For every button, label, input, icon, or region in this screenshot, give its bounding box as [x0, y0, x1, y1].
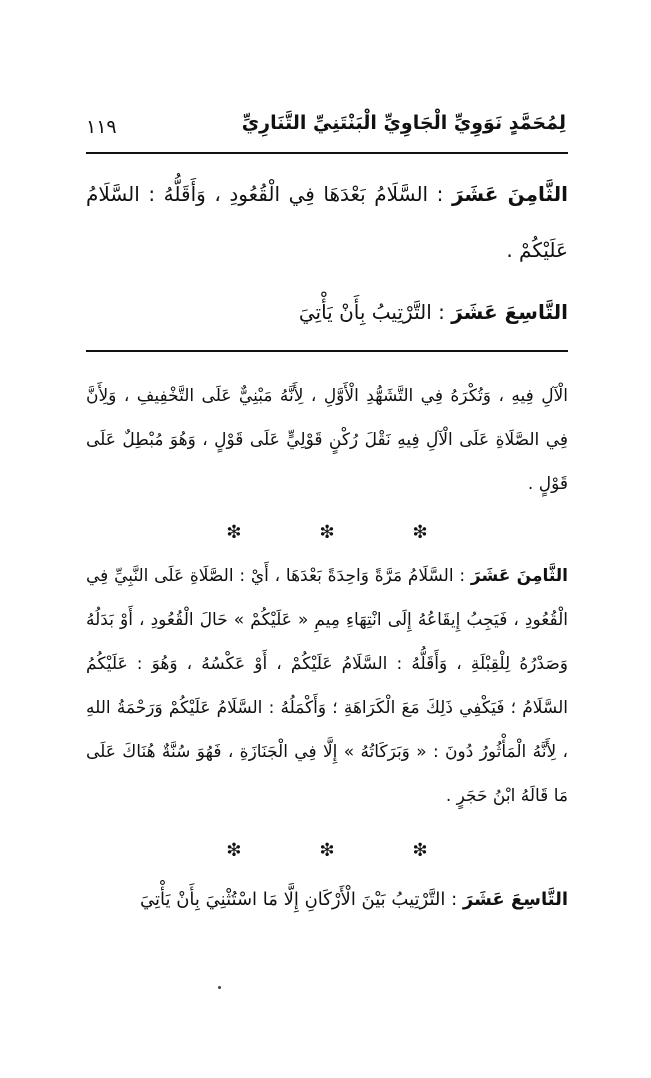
matn-section: [86, 166, 568, 340]
commentary-paragraph-2: [86, 554, 568, 818]
matn-text-18: : السَّلَامُ بَعْدَهَا فِي الْقُعُودِ ، وَأَقَلُّهُ : السَّلَامُ عَلَيْكُمْ .: [86, 182, 568, 262]
commentary-text-2: [86, 554, 568, 818]
commentary-text-3: [86, 880, 568, 920]
matn-paragraph-18: [86, 166, 568, 278]
matn-commentary-divider: [86, 350, 568, 352]
running-title: لِمُحَمَّدٍ نَوَوِيِّ الْجَاوِيِّ الْبَنْتَنِيِّ التَّنَارِيِّ: [241, 112, 566, 134]
commentary-paragraph-1: [86, 374, 568, 506]
commentary-label-19: التَّاسِعَ عَشَرَ: [462, 889, 568, 910]
commentary-text-1: الْآلِ فِيهِ ، وَتُكْرَهُ فِي التَّشَهُّدِ الْأَوَّلِ ، لِأَنَّهُ مَبْنِيٌّ عَلَى التَّخْفِيفِ ، وَلِأَنَّ فِي الصَّلَاةِ عَلَى الْآلِ فِيهِ نَقْلَ رُكْنٍ قَوْلِيٍّ عَلَى قَوْلٍ ، وَهُوَ مُبْطِلٌ عَلَى قَوْلٍ .: [86, 386, 568, 494]
commentary-body-19: : التَّرْتِيبُ بَيْنَ الْأَرْكَانِ إِلَّا مَا اسْتُثْنِيَ بِأَنْ يَأْتِيَ: [139, 889, 458, 910]
page-header: [86, 112, 566, 148]
matn-text-19: : التَّرْتِيبُ بِأَنْ يَأْتِيَ: [298, 300, 445, 324]
star-icon: ❇: [412, 522, 428, 543]
commentary-body-18: : السَّلَامُ مَرَّةً وَاحِدَةً بَعْدَهَا ، أَيْ : الصَّلَاةِ عَلَى النَّبِيِّ فِي الْقُعُودِ ، فَيَجِبُ إِيقَاعُهُ إِلَى انْتِهَاءِ مِيمِ « عَلَيْكُمْ » حَالَ الْقُعُودِ ، أَوْ بَدَلُهُ وَصَدْرُهُ لِلْقِبْلَةِ ، وَأَقَلُّهُ : السَّلَامُ عَلَيْكُمْ ، أَوْ عَكْسُهُ ، وَهُوَ : عَلَيْكُمُ السَّلَامُ ؛ فَيَكْفِي ذَلِكَ مَعَ الْكَرَاهَةِ ؛ وَأَكْمَلُهُ : السَّلَامُ عَلَيْكُمْ وَرَحْمَةُ اللهِ ، لِأَنَّهُ الْمَأْثُورُ دُونَ : « وَبَرَكَاتُهُ » إِلَّا فِي الْجَنَازَةِ ، فَهُوَ سُنَّةٌ هُنَاكَ عَلَى مَا قَالَهُ ابْنُ حَجَرٍ .: [86, 566, 568, 806]
star-icon: ❇: [319, 840, 335, 861]
matn-label-19: التَّاسِعَ عَشَرَ: [451, 300, 568, 324]
star-separator: [86, 522, 568, 546]
star-icon: ❇: [319, 522, 335, 543]
page-number: ١١٩: [86, 116, 117, 138]
star-icon: ❇: [226, 840, 242, 861]
star-icon: ❇: [412, 840, 428, 861]
star-icon: ❇: [226, 522, 242, 543]
commentary-label-18: الثَّامِنَ عَشَرَ: [470, 566, 569, 586]
commentary-paragraph-3: [86, 880, 568, 920]
matn-label-18: الثَّامِنَ عَشَرَ: [451, 182, 568, 206]
header-rule: [86, 152, 568, 154]
matn-paragraph-19: [86, 284, 568, 340]
footer-dot: [218, 986, 221, 989]
star-separator: [86, 840, 568, 864]
